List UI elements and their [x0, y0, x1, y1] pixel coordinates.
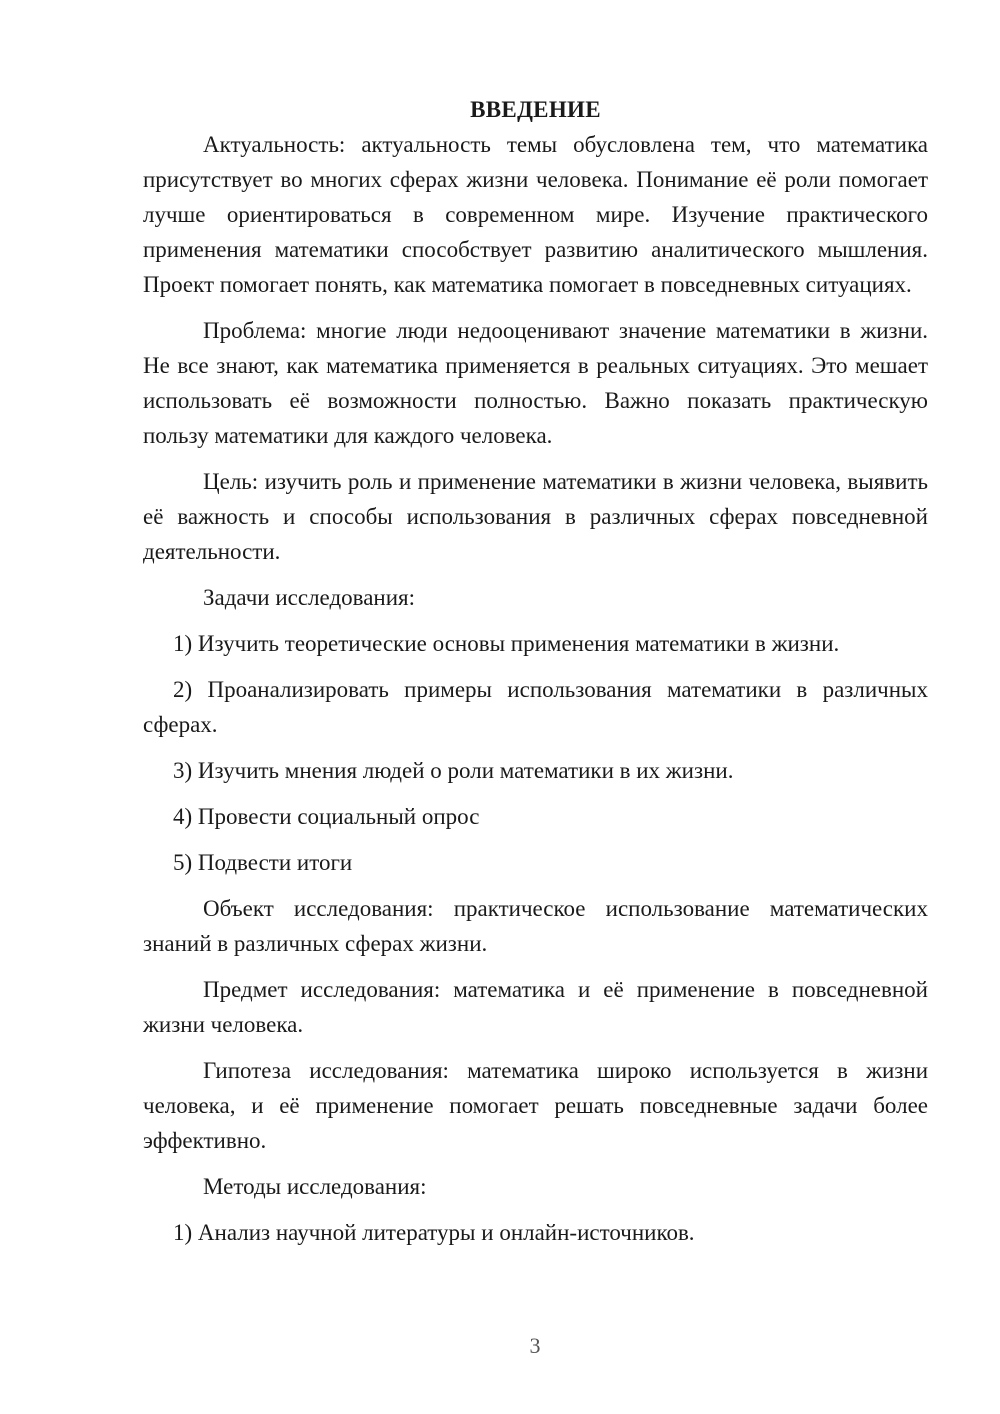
task-item-3: 3) Изучить мнения людей о роли математики в их жизни. — [173, 758, 734, 783]
tasks-heading: Задачи исследования: — [203, 585, 416, 610]
task-item-4: 4) Провести социальный опрос — [173, 804, 480, 829]
task-item-5: 5) Подвести итоги — [173, 850, 353, 875]
paragraph-subject: Предмет исследования: математика и её применение в повседневной жизни человека. — [143, 977, 928, 1037]
paragraph-problem: Проблема: многие люди недооценивают значение математики в жизни. Не все знают, как математика применяется в реальных ситуациях. Это мешает использовать её возможности полностью. Важно показать практическую пользу математики для каждого человека. — [143, 318, 928, 448]
paragraph-goal: Цель: изучить роль и применение математики в жизни человека, выявить её важность и способы использования в различных сферах повседневной деятельности. — [143, 469, 928, 564]
paragraph-object: Объект исследования: практическое использование математических знаний в различных сферах жизни. — [143, 896, 928, 956]
section-title: ВВЕДЕНИЕ — [470, 97, 601, 122]
task-item-1: 1) Изучить теоретические основы применения математики в жизни. — [173, 631, 840, 656]
paragraph-relevance: Актуальность: актуальность темы обусловлена тем, что математика присутствует во многих сферах жизни человека. Понимание её роли помогает лучше ориентироваться в современном мире. Изучение практического применения математики способствует развитию аналитического мышления. Проект помогает понять, как математика помогает в повседневных ситуациях. — [143, 132, 928, 297]
page-content — [143, 92, 928, 1250]
page-number: 3 — [529, 1333, 541, 1358]
methods-heading: Методы исследования: — [203, 1174, 427, 1199]
paragraph-hypothesis: Гипотеза исследования: математика широко используется в жизни человека, и её применение помогает решать повседневные задачи более эффективно. — [143, 1058, 928, 1153]
task-item-2: 2) Проанализировать примеры использования математики в различных сферах. — [143, 677, 928, 737]
method-item-1: 1) Анализ научной литературы и онлайн-источников. — [173, 1220, 695, 1245]
